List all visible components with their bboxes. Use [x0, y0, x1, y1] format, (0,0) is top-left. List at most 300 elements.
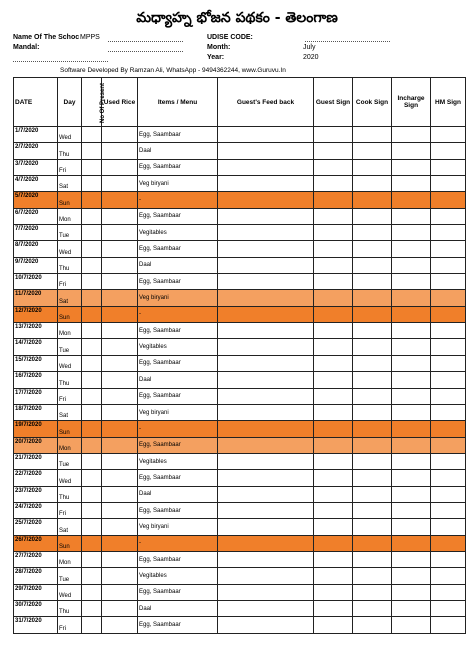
hm-sign-cell: [431, 274, 466, 290]
incharge-sign-cell: [392, 551, 431, 567]
cook-sign-cell: [353, 404, 392, 420]
guest-sign-cell: [314, 290, 353, 306]
table-row: [14, 600, 466, 616]
incharge-sign-cell: [392, 143, 431, 159]
feedback-cell: [218, 470, 314, 486]
day-cell: Thu: [58, 143, 82, 159]
hm-sign-cell: [431, 404, 466, 420]
guest-sign-cell: [314, 257, 353, 273]
cook-sign-cell: [353, 323, 392, 339]
used-rice-cell: [102, 306, 138, 322]
hm-sign-cell: [431, 453, 466, 469]
table-row: [14, 306, 466, 322]
used-rice-cell: [102, 176, 138, 192]
incharge-sign-cell: [392, 372, 431, 388]
date-cell: 15/7/2020: [14, 355, 58, 371]
menu-cell: Veg biryani: [138, 290, 218, 306]
feedback-cell: [218, 290, 314, 306]
hm-sign-cell: [431, 176, 466, 192]
present-cell: [82, 404, 102, 420]
table-row: [14, 372, 466, 388]
menu-cell: Egg, Saambaar: [138, 241, 218, 257]
guest-sign-cell: [314, 470, 353, 486]
feedback-cell: [218, 535, 314, 551]
hm-sign-cell: [431, 421, 466, 437]
feedback-cell: [218, 208, 314, 224]
date-cell: 9/7/2020: [14, 257, 58, 273]
date-cell: 2/7/2020: [14, 143, 58, 159]
day-cell: Sun: [58, 306, 82, 322]
day-cell: Mon: [58, 437, 82, 453]
day-cell: Tue: [58, 339, 82, 355]
used-rice-cell: [102, 453, 138, 469]
guest-sign-cell: [314, 437, 353, 453]
hm-sign-cell: [431, 208, 466, 224]
menu-cell: Egg, Saambaar: [138, 470, 218, 486]
table-row: [14, 176, 466, 192]
incharge-sign-cell: [392, 584, 431, 600]
incharge-sign-cell: [392, 437, 431, 453]
day-cell: Sun: [58, 535, 82, 551]
cook-sign-cell: [353, 535, 392, 551]
incharge-sign-cell: [392, 388, 431, 404]
day-cell: Fri: [58, 502, 82, 518]
incharge-sign-cell: [392, 127, 431, 143]
guest-sign-cell: [314, 551, 353, 567]
present-cell: [82, 388, 102, 404]
menu-cell: Veg biryani: [138, 519, 218, 535]
feedback-cell: [218, 176, 314, 192]
guest-sign-cell: [314, 339, 353, 355]
date-cell: 6/7/2020: [14, 208, 58, 224]
cook-sign-cell: [353, 306, 392, 322]
date-cell: 21/7/2020: [14, 453, 58, 469]
present-cell: [82, 127, 102, 143]
used-rice-cell: [102, 568, 138, 584]
guest-sign-cell: [314, 617, 353, 633]
menu-cell: Daal: [138, 143, 218, 159]
guest-sign-cell: [314, 323, 353, 339]
cook-sign-cell: [353, 225, 392, 241]
incharge-sign-cell: [392, 225, 431, 241]
cook-sign-cell: [353, 437, 392, 453]
date-cell: 7/7/2020: [14, 225, 58, 241]
present-cell: [82, 159, 102, 175]
present-cell: [82, 502, 102, 518]
cook-sign-cell: [353, 617, 392, 633]
day-cell: Sat: [58, 404, 82, 420]
day-cell: Tue: [58, 568, 82, 584]
incharge-sign-cell: [392, 241, 431, 257]
day-cell: Tue: [58, 225, 82, 241]
table-row: [14, 551, 466, 567]
date-cell: 11/7/2020: [14, 290, 58, 306]
present-cell: [82, 519, 102, 535]
present-cell: [82, 176, 102, 192]
used-rice-cell: [102, 241, 138, 257]
hm-sign-cell: [431, 257, 466, 273]
feedback-cell: [218, 372, 314, 388]
feedback-cell: [218, 306, 314, 322]
feedback-cell: [218, 257, 314, 273]
present-cell: [82, 551, 102, 567]
incharge-sign-cell: [392, 339, 431, 355]
guest-sign-cell: [314, 600, 353, 616]
cook-sign-cell: [353, 355, 392, 371]
menu-cell: Daal: [138, 486, 218, 502]
feedback-cell: [218, 192, 314, 208]
hm-sign-cell: [431, 372, 466, 388]
udise-dotted-line: [305, 41, 390, 42]
present-cell: [82, 241, 102, 257]
feedback-cell: [218, 421, 314, 437]
feedback-cell: [218, 225, 314, 241]
menu-cell: Egg, Saambaar: [138, 159, 218, 175]
incharge-sign-cell: [392, 208, 431, 224]
day-cell: Wed: [58, 127, 82, 143]
menu-cell: Egg, Saambaar: [138, 355, 218, 371]
present-cell: [82, 421, 102, 437]
feedback-cell: [218, 339, 314, 355]
day-cell: Wed: [58, 470, 82, 486]
cook-sign-cell: [353, 388, 392, 404]
date-cell: 30/7/2020: [14, 600, 58, 616]
hm-sign-cell: [431, 306, 466, 322]
day-cell: Mon: [58, 551, 82, 567]
col-incharge-sign: Incharge Sign: [392, 78, 431, 127]
table-row: [14, 453, 466, 469]
feedback-cell: [218, 502, 314, 518]
table-row: [14, 486, 466, 502]
mandal-dotted-line: [108, 51, 183, 52]
used-rice-cell: [102, 274, 138, 290]
signature-dotted-line: [13, 61, 108, 62]
table-row: [14, 192, 466, 208]
cook-sign-cell: [353, 551, 392, 567]
date-cell: 13/7/2020: [14, 323, 58, 339]
cook-sign-cell: [353, 584, 392, 600]
incharge-sign-cell: [392, 519, 431, 535]
table-row: [14, 225, 466, 241]
day-cell: Sun: [58, 192, 82, 208]
cook-sign-cell: [353, 159, 392, 175]
used-rice-cell: [102, 437, 138, 453]
guest-sign-cell: [314, 208, 353, 224]
hm-sign-cell: [431, 617, 466, 633]
used-rice-cell: [102, 535, 138, 551]
cook-sign-cell: [353, 290, 392, 306]
present-cell: [82, 568, 102, 584]
feedback-cell: [218, 241, 314, 257]
col-date: DATE: [14, 78, 58, 127]
present-cell: [82, 257, 102, 273]
guest-sign-cell: [314, 176, 353, 192]
guest-sign-cell: [314, 274, 353, 290]
date-cell: 27/7/2020: [14, 551, 58, 567]
guest-sign-cell: [314, 127, 353, 143]
hm-sign-cell: [431, 568, 466, 584]
day-cell: Tue: [58, 453, 82, 469]
hm-sign-cell: [431, 502, 466, 518]
col-hm-sign: HM Sign: [431, 78, 466, 127]
used-rice-cell: [102, 339, 138, 355]
school-dotted-line: [108, 41, 183, 42]
day-cell: Thu: [58, 257, 82, 273]
month-label: Month:: [207, 44, 231, 51]
feedback-cell: [218, 568, 314, 584]
guest-sign-cell: [314, 372, 353, 388]
table-row: [14, 208, 466, 224]
hm-sign-cell: [431, 551, 466, 567]
present-cell: [82, 143, 102, 159]
incharge-sign-cell: [392, 421, 431, 437]
hm-sign-cell: [431, 290, 466, 306]
feedback-cell: [218, 453, 314, 469]
menu-cell: Daal: [138, 600, 218, 616]
table-row: [14, 290, 466, 306]
cook-sign-cell: [353, 568, 392, 584]
day-cell: Sat: [58, 176, 82, 192]
menu-cell: Egg, Saambaar: [138, 584, 218, 600]
used-rice-cell: [102, 470, 138, 486]
used-rice-cell: [102, 551, 138, 567]
date-cell: 17/7/2020: [14, 388, 58, 404]
meal-register-table: [13, 77, 466, 634]
feedback-cell: [218, 143, 314, 159]
table-row: [14, 519, 466, 535]
day-cell: Fri: [58, 159, 82, 175]
guest-sign-cell: [314, 568, 353, 584]
col-present: [82, 78, 107, 127]
day-cell: Fri: [58, 617, 82, 633]
menu-cell: Egg, Saambaar: [138, 323, 218, 339]
menu-cell: -: [138, 535, 218, 551]
date-cell: 5/7/2020: [14, 192, 58, 208]
col-cook-sign: Cook Sign: [353, 78, 392, 127]
used-rice-cell: [102, 584, 138, 600]
credit-line: Software Developed By Ramzan Ali, WhatsApp - 9494362244, www.Guruvu.In: [60, 67, 286, 74]
present-cell: [82, 339, 102, 355]
incharge-sign-cell: [392, 355, 431, 371]
used-rice-cell: [102, 355, 138, 371]
mandal-label: Mandal:: [13, 44, 40, 51]
udise-label: UDISE CODE:: [207, 34, 253, 41]
menu-cell: Egg, Saambaar: [138, 437, 218, 453]
menu-cell: Egg, Saambaar: [138, 208, 218, 224]
hm-sign-cell: [431, 519, 466, 535]
table-row: [14, 502, 466, 518]
menu-cell: Vegitables: [138, 339, 218, 355]
hm-sign-cell: [431, 486, 466, 502]
day-cell: Mon: [58, 208, 82, 224]
feedback-cell: [218, 323, 314, 339]
used-rice-cell: [102, 323, 138, 339]
date-cell: 8/7/2020: [14, 241, 58, 257]
year-label: Year:: [207, 54, 225, 61]
col-present-label: No Of Present: [100, 82, 107, 123]
used-rice-cell: [102, 388, 138, 404]
feedback-cell: [218, 388, 314, 404]
menu-cell: Egg, Saambaar: [138, 551, 218, 567]
cook-sign-cell: [353, 192, 392, 208]
table-row: [14, 143, 466, 159]
cook-sign-cell: [353, 600, 392, 616]
date-cell: 4/7/2020: [14, 176, 58, 192]
date-cell: 31/7/2020: [14, 617, 58, 633]
present-cell: [82, 470, 102, 486]
used-rice-cell: [102, 519, 138, 535]
hm-sign-cell: [431, 159, 466, 175]
present-cell: [82, 274, 102, 290]
cook-sign-cell: [353, 257, 392, 273]
date-cell: 16/7/2020: [14, 372, 58, 388]
guest-sign-cell: [314, 486, 353, 502]
incharge-sign-cell: [392, 617, 431, 633]
menu-cell: Veg biryani: [138, 404, 218, 420]
table-row: [14, 617, 466, 633]
feedback-cell: [218, 437, 314, 453]
hm-sign-cell: [431, 241, 466, 257]
cook-sign-cell: [353, 486, 392, 502]
table-row: [14, 470, 466, 486]
feedback-cell: [218, 274, 314, 290]
table-row: [14, 159, 466, 175]
date-cell: 29/7/2020: [14, 584, 58, 600]
used-rice-cell: [102, 127, 138, 143]
guest-sign-cell: [314, 584, 353, 600]
table-row: [14, 584, 466, 600]
used-rice-cell: [102, 404, 138, 420]
col-menu: Items / Menu: [138, 78, 218, 127]
guest-sign-cell: [314, 225, 353, 241]
incharge-sign-cell: [392, 486, 431, 502]
incharge-sign-cell: [392, 257, 431, 273]
date-cell: 24/7/2020: [14, 502, 58, 518]
day-cell: Thu: [58, 600, 82, 616]
day-cell: Sat: [58, 519, 82, 535]
incharge-sign-cell: [392, 176, 431, 192]
cook-sign-cell: [353, 372, 392, 388]
hm-sign-cell: [431, 470, 466, 486]
table-row: [14, 388, 466, 404]
present-cell: [82, 486, 102, 502]
date-cell: 3/7/2020: [14, 159, 58, 175]
present-cell: [82, 192, 102, 208]
used-rice-cell: [102, 225, 138, 241]
date-cell: 1/7/2020: [14, 127, 58, 143]
day-cell: Wed: [58, 584, 82, 600]
menu-cell: Daal: [138, 257, 218, 273]
menu-cell: Egg, Saambaar: [138, 617, 218, 633]
table-row: [14, 274, 466, 290]
guest-sign-cell: [314, 306, 353, 322]
incharge-sign-cell: [392, 274, 431, 290]
guest-sign-cell: [314, 241, 353, 257]
used-rice-cell: [102, 257, 138, 273]
menu-cell: -: [138, 421, 218, 437]
guest-sign-cell: [314, 159, 353, 175]
table-row: [14, 355, 466, 371]
table-header-row: [14, 78, 466, 127]
table-row: [14, 568, 466, 584]
col-feedback: Guest's Feed back: [218, 78, 314, 127]
incharge-sign-cell: [392, 470, 431, 486]
date-cell: 28/7/2020: [14, 568, 58, 584]
table-row: [14, 421, 466, 437]
cook-sign-cell: [353, 421, 392, 437]
school-value: MPPS: [80, 34, 100, 41]
incharge-sign-cell: [392, 323, 431, 339]
menu-cell: Egg, Saambaar: [138, 274, 218, 290]
present-cell: [82, 617, 102, 633]
hm-sign-cell: [431, 127, 466, 143]
guest-sign-cell: [314, 421, 353, 437]
hm-sign-cell: [431, 437, 466, 453]
feedback-cell: [218, 584, 314, 600]
cook-sign-cell: [353, 208, 392, 224]
feedback-cell: [218, 551, 314, 567]
table-row: [14, 404, 466, 420]
menu-cell: -: [138, 192, 218, 208]
col-used-rice: Used Rice: [102, 78, 138, 127]
menu-cell: Vegitables: [138, 568, 218, 584]
used-rice-cell: [102, 600, 138, 616]
date-cell: 19/7/2020: [14, 421, 58, 437]
day-cell: Fri: [58, 274, 82, 290]
feedback-cell: [218, 404, 314, 420]
used-rice-cell: [102, 421, 138, 437]
date-cell: 25/7/2020: [14, 519, 58, 535]
guest-sign-cell: [314, 453, 353, 469]
day-cell: Fri: [58, 388, 82, 404]
present-cell: [82, 323, 102, 339]
cook-sign-cell: [353, 470, 392, 486]
incharge-sign-cell: [392, 290, 431, 306]
day-cell: Wed: [58, 241, 82, 257]
day-cell: Sat: [58, 290, 82, 306]
date-cell: 22/7/2020: [14, 470, 58, 486]
guest-sign-cell: [314, 388, 353, 404]
feedback-cell: [218, 600, 314, 616]
used-rice-cell: [102, 192, 138, 208]
menu-cell: -: [138, 306, 218, 322]
cook-sign-cell: [353, 143, 392, 159]
guest-sign-cell: [314, 192, 353, 208]
cook-sign-cell: [353, 453, 392, 469]
feedback-cell: [218, 127, 314, 143]
date-cell: 12/7/2020: [14, 306, 58, 322]
present-cell: [82, 453, 102, 469]
present-cell: [82, 290, 102, 306]
date-cell: 20/7/2020: [14, 437, 58, 453]
present-cell: [82, 355, 102, 371]
hm-sign-cell: [431, 225, 466, 241]
present-cell: [82, 372, 102, 388]
month-value: July: [303, 44, 316, 51]
date-cell: 10/7/2020: [14, 274, 58, 290]
hm-sign-cell: [431, 192, 466, 208]
col-guest-sign: Guest Sign: [314, 78, 353, 127]
menu-cell: Vegitables: [138, 453, 218, 469]
used-rice-cell: [102, 486, 138, 502]
present-cell: [82, 584, 102, 600]
table-row: [14, 323, 466, 339]
menu-cell: Daal: [138, 372, 218, 388]
guest-sign-cell: [314, 502, 353, 518]
hm-sign-cell: [431, 388, 466, 404]
day-cell: Wed: [58, 355, 82, 371]
cook-sign-cell: [353, 241, 392, 257]
